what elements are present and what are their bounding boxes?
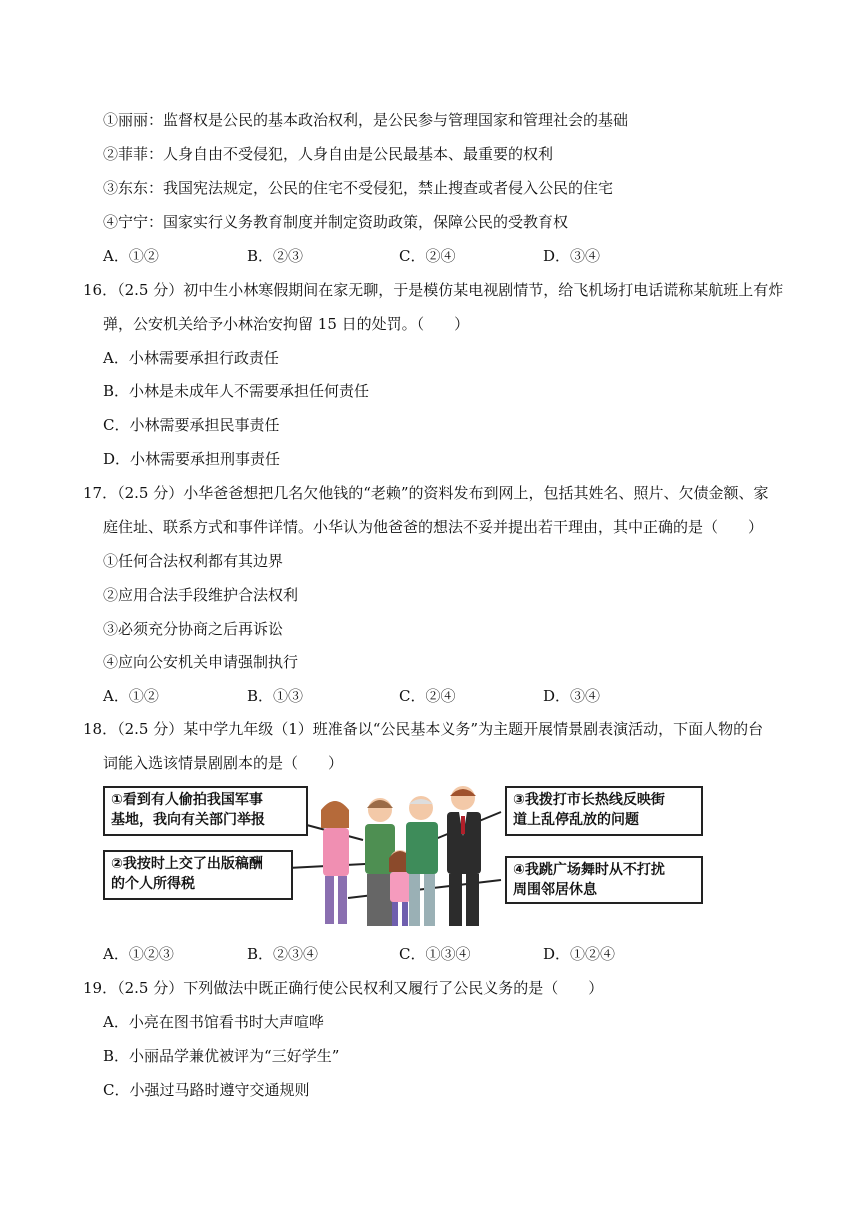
q15-statement-3: ③东东：我国宪法规定，公民的住宅不受侵犯，禁止搜查或者侵入公民的住宅 bbox=[103, 179, 614, 197]
speech-bubble-3: ③我拨打市长热线反映街 道上乱停乱放的问题 bbox=[505, 786, 703, 836]
q16-option-c: C．小林需要承担民事责任 bbox=[103, 416, 280, 434]
q17-option-c: C．②④ bbox=[399, 687, 456, 705]
speech-bubble-1: ①看到有人偷拍我国军事 基地，我向有关部门举报 bbox=[103, 786, 308, 836]
q15-option-b: B．②③ bbox=[247, 247, 304, 265]
grandpa-figure bbox=[406, 796, 438, 926]
q16-stem-line2: 弹，公安机关给予小林治安拘留 15 日的处罚。（ ） bbox=[103, 315, 470, 333]
q15-statement-1: ①丽丽：监督权是公民的基本政治权利，是公民参与管理国家和管理社会的基础 bbox=[103, 111, 629, 129]
q17-stem-line1: 17．（2.5 分）小华爸爸想把几名欠他钱的“老赖”的资料发布到网上，包括其姓名、照片、欠债金额、家 bbox=[83, 484, 769, 502]
q15-option-c: C．②④ bbox=[399, 247, 456, 265]
q18-illustration bbox=[103, 780, 703, 930]
speech-bubble-4: ④我跳广场舞时从不打扰 周围邻居休息 bbox=[505, 856, 703, 904]
q16-option-b: B．小林是未成年人不需要承担任何责任 bbox=[103, 382, 370, 400]
q16-option-d: D．小林需要承担刑事责任 bbox=[103, 450, 281, 468]
q15-option-a: A．①② bbox=[103, 247, 159, 265]
q16-stem-line1: 16．（2.5 分）初中生小林寒假期间在家无聊，于是模仿某电视剧情节，给飞机场打电话谎称某航班上有炸 bbox=[83, 281, 784, 299]
q17-option-b: B．①③ bbox=[247, 687, 304, 705]
q18-option-a: A．①②③ bbox=[103, 945, 174, 963]
q18-option-d: D．①②④ bbox=[543, 945, 616, 963]
q18-stem-line2: 词能入选该情景剧剧本的是（ ） bbox=[103, 754, 344, 772]
q17-statement-1: ①任何合法权利都有其边界 bbox=[103, 552, 284, 570]
q16-option-a: A．小林需要承担行政责任 bbox=[103, 349, 279, 367]
q17-stem-line2: 庭住址、联系方式和事件详情。小华认为他爸爸的想法不妥并提出若干理由，其中正确的是（ ） bbox=[103, 518, 764, 536]
q19-option-a: A．小亮在图书馆看书时大声喧哗 bbox=[103, 1013, 324, 1031]
q17-statement-2: ②应用合法手段维护合法权利 bbox=[103, 586, 299, 604]
woman-pink-figure bbox=[321, 801, 349, 924]
q15-option-d: D．③④ bbox=[543, 247, 601, 265]
q17-statement-3: ③必须充分协商之后再诉讼 bbox=[103, 620, 284, 638]
q17-option-a: A．①② bbox=[103, 687, 159, 705]
q18-option-b: B．②③④ bbox=[247, 945, 319, 963]
q18-stem-line1: 18．（2.5 分）某中学九年级（1）班准备以“公民基本义务”为主题开展情景剧表演活动，下面人物的台 bbox=[83, 720, 764, 738]
speech-bubble-2: ②我按时上交了出版稿酬 的个人所得税 bbox=[103, 850, 293, 900]
man-suit-figure bbox=[447, 786, 481, 926]
q19-option-c: C．小强过马路时遵守交通规则 bbox=[103, 1081, 310, 1099]
q18-option-c: C．①③④ bbox=[399, 945, 471, 963]
q19-option-b: B．小丽品学兼优被评为“三好学生” bbox=[103, 1047, 340, 1065]
q15-statement-4: ④宁宁：国家实行义务教育制度并制定资助政策，保障公民的受教育权 bbox=[103, 213, 569, 231]
q15-statement-2: ②菲菲：人身自由不受侵犯，人身自由是公民最基本、最重要的权利 bbox=[103, 145, 554, 163]
q17-statement-4: ④应向公安机关申请强制执行 bbox=[103, 653, 299, 671]
q17-option-d: D．③④ bbox=[543, 687, 601, 705]
q19-stem-line1: 19．（2.5 分）下列做法中既正确行使公民权利又履行了公民义务的是（ ） bbox=[83, 979, 604, 997]
